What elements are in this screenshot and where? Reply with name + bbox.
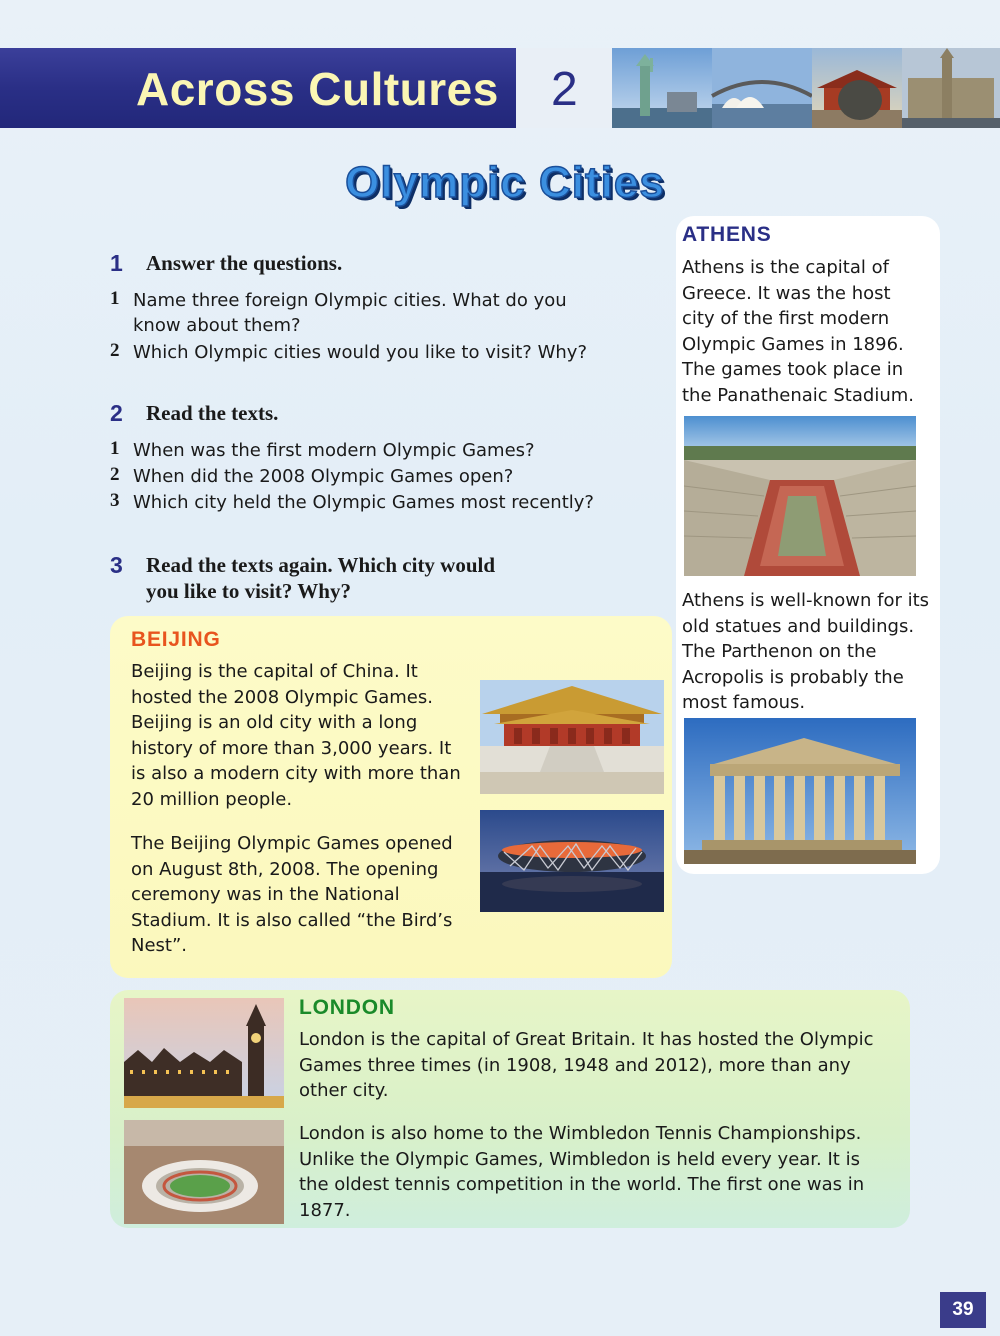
section-title: Across Cultures [136, 63, 499, 115]
question-line: know about them? [133, 315, 301, 336]
page-number: 39 [940, 1292, 986, 1328]
text-line: ceremony was in the National [131, 884, 400, 905]
panathenaic-stadium-photo [684, 416, 916, 576]
landmarks-photo-strip [612, 48, 1000, 128]
text-line: Greece. It was the host [682, 282, 891, 304]
exercise-instruction: Read the texts. [146, 401, 279, 425]
text-line: other city. [299, 1080, 389, 1101]
question-text [133, 288, 567, 338]
forbidden-city-photo [480, 680, 664, 794]
instruction-line: Read the texts again. Which city would [146, 553, 496, 577]
london-title: LONDON [299, 996, 395, 1019]
london-olympic-stadium-photo [124, 1120, 284, 1224]
text-line: hosted the 2008 Olympic Games. [131, 686, 433, 708]
unit-header-banner [0, 48, 1000, 128]
question-number: 2 [110, 464, 120, 485]
exercise-number: 1 [110, 250, 123, 276]
text-line: Acropolis is probably the [682, 666, 904, 688]
question-text: When was the first modern Olympic Games? [133, 440, 535, 461]
page-title: Olympic Cities [345, 158, 665, 207]
unit-number: 2 [551, 63, 578, 116]
text-line: London is also home to the Wimbledon Tennis Championships. [299, 1123, 862, 1144]
text-line: Games three times (in 1908, 1948 and 2012), more than any [299, 1054, 851, 1076]
text-line: old statues and buildings. [682, 615, 915, 637]
text-line: the oldest tennis competition in the world. The first one was in [299, 1174, 865, 1195]
question-number: 2 [110, 340, 120, 361]
question-number: 1 [110, 438, 120, 459]
text-line: London is the capital of Great Britain. It has hosted the Olympic [299, 1029, 874, 1050]
big-ben-photo [124, 998, 284, 1108]
text-line: history of more than 3,000 years. It [131, 737, 452, 759]
parthenon-photo [684, 718, 916, 864]
text-line: Stadium. It is also called “the Bird’s [131, 909, 453, 931]
text-line: on August 8th, 2008. The opening [131, 858, 439, 880]
question-line: Name three foreign Olympic cities. What do you [133, 290, 567, 311]
exercise-number: 2 [110, 400, 123, 426]
text-line: the Panathenaic Stadium. [682, 384, 914, 406]
birds-nest-stadium-photo [480, 810, 664, 912]
text-line: The games took place in [682, 359, 904, 380]
text-line: most famous. [682, 692, 806, 713]
london-paragraph-1 [299, 1027, 899, 1104]
question-text: Which city held the Olympic Games most recently? [133, 492, 594, 513]
text-line: The Beijing Olympic Games opened [131, 833, 453, 854]
text-line: Unlike the Olympic Games, Wimbledon is held every year. It is [299, 1148, 860, 1170]
text-line: Olympic Games in 1896. [682, 333, 904, 355]
exercise-instruction: Answer the questions. [146, 251, 343, 275]
athens-paragraph-2 [682, 588, 938, 716]
exercise-number: 3 [110, 552, 123, 578]
text-line: city of the first modern [682, 308, 890, 329]
question-number: 1 [110, 288, 120, 309]
text-line: is also a modern city with more than [131, 763, 461, 784]
text-line: Nest”. [131, 935, 188, 956]
athens-title: ATHENS [682, 223, 772, 246]
question-text: When did the 2008 Olympic Games open? [133, 466, 514, 487]
beijing-paragraph-1 [131, 659, 481, 812]
athens-paragraph-1 [682, 255, 932, 408]
question-number: 3 [110, 490, 120, 511]
text-line: 1877. [299, 1199, 351, 1221]
text-line: The Parthenon on the [682, 641, 877, 662]
question-text: Which Olympic cities would you like to visit? Why? [133, 342, 587, 363]
text-line: Beijing is an old city with a long [131, 712, 418, 733]
text-line: Beijing is the capital of China. It [131, 661, 418, 682]
text-line: 20 million people. [131, 788, 293, 810]
beijing-title: BEIJING [131, 628, 221, 651]
exercise-instruction [146, 552, 495, 604]
instruction-line: you like to visit? Why? [146, 579, 351, 603]
text-line: Athens is well-known for its [682, 590, 930, 611]
beijing-paragraph-2 [131, 831, 481, 959]
text-line: Athens is the capital of [682, 257, 889, 278]
london-paragraph-2 [299, 1121, 899, 1223]
